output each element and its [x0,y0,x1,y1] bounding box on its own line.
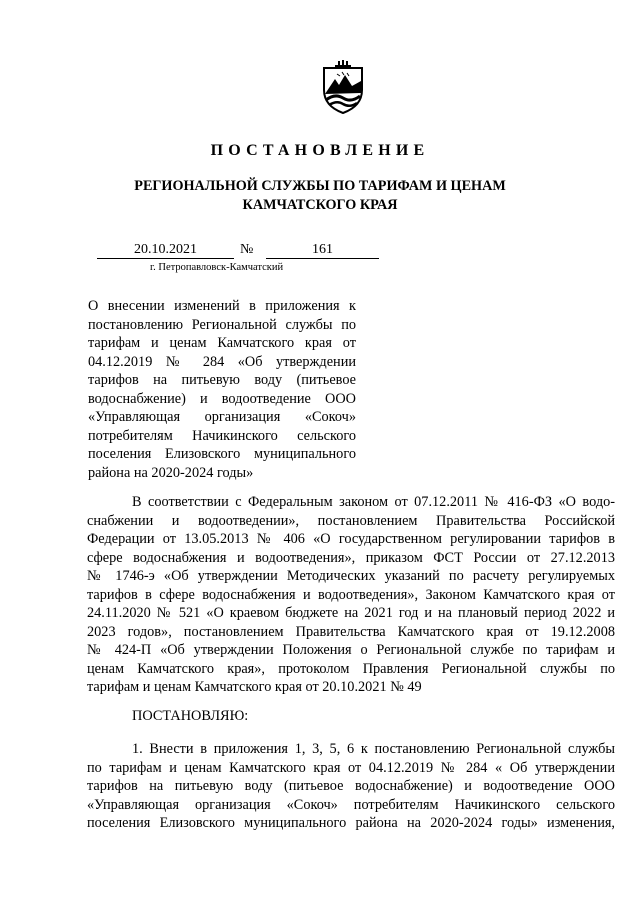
number-sign: № [240,242,254,257]
item-1-line: по тарифам и ценам Камчатского края от 04.12.2019 № 284 « Об утверждении [87,759,615,776]
document-number: 161 [266,242,379,259]
subject-line: потребителям Начикинского сельского [88,427,356,444]
preamble-line: Федерации от 13.05.2013 № 406 «О государственном регулировании тарифов в [87,531,615,547]
preamble-line: 24.11.2020 № 521 «О краевом бюджете на 2021 год и на плановый период 2022 и [87,605,615,621]
document-subject [88,297,356,482]
item-1-line: «Управляющая организация «Сокоч» потребителям Начикинского сельского [87,796,615,813]
resolve-word: ПОСТАНОВЛЯЮ: [132,708,249,724]
preamble-line: тарифам и ценам Камчатского края от 20.10.2021 № 49 [87,679,422,695]
subject-line: района на 2020-2024 годы» [88,464,254,481]
preamble-line: сфере водоснабжения и водоотведения», приказом ФСТ России от 27.12.2013 [87,549,615,566]
preamble-line: тарифов в сфере водоснабжения и водоотведения», Законом Камчатского края от [87,586,615,603]
item-1-line: 1. Внести в приложения 1, 3, 5, 6 к постановлению Региональной службы [132,741,615,757]
preamble-line: 2023 годов», постановлением Правительства Камчатского края от 19.12.2008 [87,623,615,640]
resolve-heading [87,707,615,726]
date-number-line [0,242,640,262]
item-1-line: тарифов на питьевую воду (питьевое водоснабжение) и водоотведение ООО [87,778,615,794]
document-date: 20.10.2021 [97,242,234,259]
preamble-line: № 424-П «Об утверждении Положения о Региональной службе по тарифам и [87,642,615,658]
document-title: ПОСТАНОВЛЕНИЕ [210,142,430,159]
organization-line: КАМЧАТСКОГО КРАЯ [242,197,398,213]
preamble-paragraph [87,493,615,697]
preamble-line: В соответствии с Федеральным законом от 07.12.2011 № 416-ФЗ «О водо- [132,494,615,510]
subject-line: О внесении изменений в приложения к [88,298,356,314]
subject-line: постановлению Региональной службы по [88,316,356,333]
subject-line: «Управляющая организация «Сокоч» [88,409,356,425]
issuing-city: г. Петропавловск-Камчатский [150,262,284,273]
subject-line: тарифам и ценам Камчатского края от [88,335,356,351]
item-1-paragraph [87,740,615,833]
preamble-line: № 1746-э «Об утверждении Методических указаний по расчету регулируемых [87,568,615,584]
subject-line: 04.12.2019 № 284 «Об утверждении [88,353,356,370]
kamchatka-coat-of-arms-icon [318,60,368,114]
organization-line: РЕГИОНАЛЬНОЙ СЛУЖБЫ ПО ТАРИФАМ И ЦЕНАМ [134,178,506,194]
subject-line: поселения Елизовского муниципального [88,446,356,462]
preamble-line: ценам Камчатского края», протоколом Правления Региональной службы по [87,660,615,677]
item-1-line: поселения Елизовского муниципального района на 2020-2024 годы» изменения, [87,815,615,831]
issuing-organization [0,177,640,215]
subject-line: водоснабжение) и водоотведение ООО [88,390,356,407]
preamble-line: снабжении и водоотведении», постановлением Правительства Российской [87,512,615,529]
subject-line: тарифов на питьевую воду (питьевое [88,372,356,388]
